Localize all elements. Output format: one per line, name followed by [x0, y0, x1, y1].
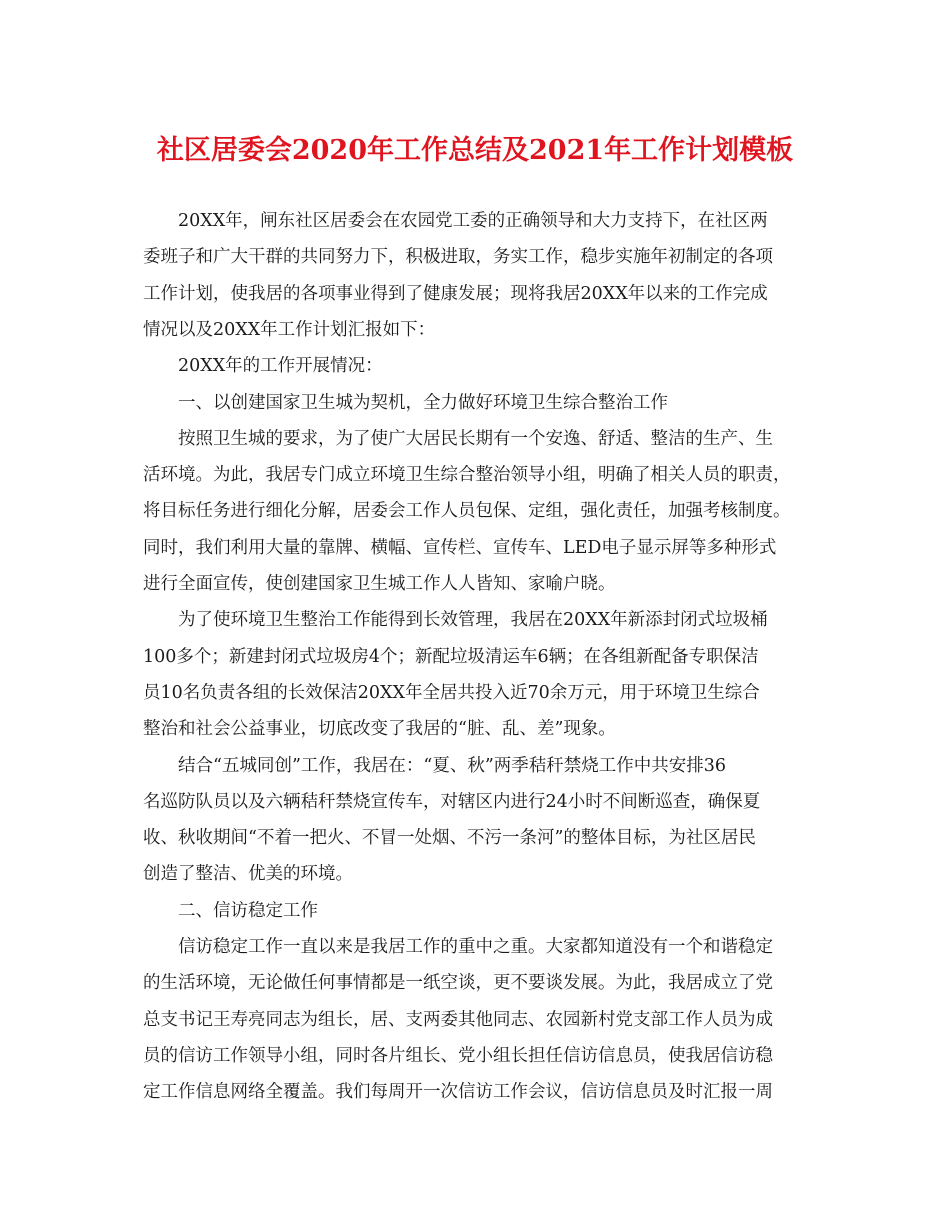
text-line: 信访稳定工作一直以来是我居工作的重中之重。大家都知道没有一个和谐稳定	[178, 937, 773, 957]
text-line: 二、信访稳定工作	[178, 900, 318, 921]
text-line: 为了使环境卫生整治工作能得到长效管理，我居在20XX年新添封闭式垃圾桶	[178, 610, 768, 631]
text-line: 20XX年，闸东社区居委会在农园党工委的正确领导和大力支持下，在社区两	[178, 211, 768, 231]
text-line: 总支书记王寿亮同志为组长，居、支两委其他同志、农园新村党支部工作人员为成	[143, 1009, 773, 1030]
document-title: 社区居委会2020年工作总结及2021年工作计划模板	[156, 135, 794, 166]
text-line: 员的信访工作领导小组，同时各片组长、党小组长担任信访信息员，使我居信访稳	[143, 1045, 773, 1066]
text-line: 委班子和广大干群的共同努力下，积极进取，务实工作，稳步实施年初制定的各项	[143, 247, 773, 268]
text-line: 整治和社会公益事业，切底改变了我居的“脏、乱、差”现象。	[143, 719, 616, 740]
text-line: 20XX年的工作开展情况：	[178, 356, 383, 377]
text-line: 进行全面宣传，使创建国家卫生城工作人人皆知、家喻户晓。	[143, 574, 616, 594]
text-line: 同时，我们利用大量的靠牌、横幅、宣传栏、宣传车、LED电子显示屏等多种形式	[143, 537, 777, 558]
text-line: 情况以及20XX年工作计划汇报如下：	[143, 319, 436, 340]
text-line: 收、秋收期间“不着一把火、不冒一处烟、不污一条河”的整体目标，为社区居民	[143, 828, 756, 849]
text-line: 一、以创建国家卫生城为契机，全力做好环境卫生综合整治工作	[178, 392, 668, 413]
text-line: 按照卫生城的要求，为了使广大居民长期有一个安逸、舒适、整洁的生产、生	[178, 428, 773, 449]
text-line: 名巡防队员以及六辆秸秆禁烧宣传车，对辖区内进行24小时不间断巡查，确保夏	[143, 791, 761, 812]
text-line: 创造了整洁、优美的环境。	[143, 864, 353, 885]
text-line: 工作计划，使我居的各项事业得到了健康发展；现将我居20XX年以来的工作完成	[143, 283, 768, 304]
text-line: 员10名负责各组的长效保洁20XX年全居共投入近70余万元，用于环境卫生综合	[143, 682, 760, 703]
text-line: 的生活环境，无论做任何事情都是一纸空谈，更不要谈发展。为此，我居成立了党	[143, 973, 773, 994]
text-line: 定工作信息网络全覆盖。我们每周开一次信访工作会议，信访信息员及时汇报一周	[143, 1082, 773, 1103]
text-line: 100多个；新建封闭式垃圾房4个；新配垃圾清运车6辆；在各组新配备专职保洁	[143, 646, 759, 667]
text-line: 活环境。为此，我居专门成立环境卫生综合整治领导小组，明确了相关人员的职责，	[143, 465, 791, 486]
text-line: 结合“五城同创”工作，我居在：“夏、秋”两季秸秆禁烧工作中共安排36	[178, 755, 727, 776]
text-line: 将目标任务进行细化分解，居委会工作人员包保、定组，强化责任，加强考核制度。	[143, 501, 791, 522]
